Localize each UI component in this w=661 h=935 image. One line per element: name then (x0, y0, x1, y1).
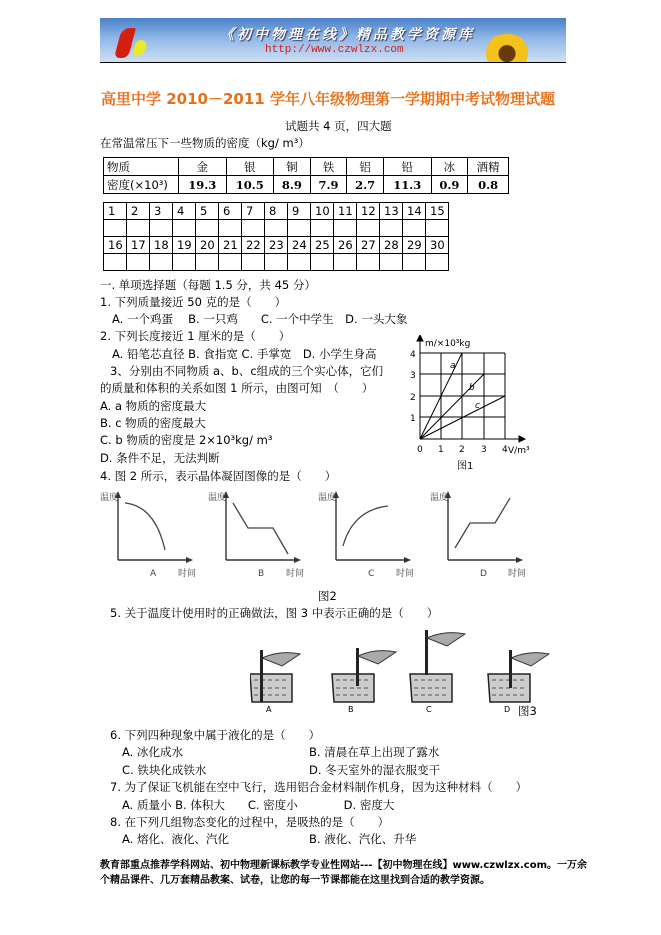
density-table (103, 157, 509, 194)
temperature-time-graph (430, 491, 526, 579)
temperature-time-graph (208, 491, 304, 579)
x-axis-label: 时间 (178, 569, 197, 579)
question-number: 4 (173, 203, 196, 220)
question-number: 11 (334, 203, 357, 220)
answer-cell[interactable] (288, 220, 311, 237)
table-cell: 7.9 (310, 176, 347, 194)
y-axis-label: 温度 (430, 493, 449, 503)
answer-row (104, 220, 449, 237)
answer-cell[interactable] (104, 254, 127, 271)
option-a: A. 冰化成水 (122, 745, 183, 759)
table-header: 铜 (274, 158, 311, 176)
y-axis-label: 温度 (208, 493, 227, 503)
table-header: 物质 (104, 158, 179, 176)
option-label: A (266, 705, 272, 714)
option-label: B (348, 705, 354, 714)
question-number: 5 (196, 203, 219, 220)
option-label: A (150, 569, 157, 579)
x-tick: 0 (417, 445, 423, 455)
y-tick: 2 (410, 393, 416, 403)
figure-3-caption: 图3 (518, 704, 537, 718)
option-d: D. 冬天室外的湿衣服变干 (309, 763, 441, 777)
y-tick: 1 (410, 414, 416, 424)
option-label: C (426, 705, 432, 714)
answer-cell[interactable] (150, 254, 173, 271)
answer-cell[interactable] (403, 254, 426, 271)
line-label: b (469, 383, 475, 393)
answer-cell[interactable] (104, 220, 127, 237)
question-1: 1. 下列质量接近 50 克的是（ ） (100, 295, 287, 309)
table-cell: 2.7 (347, 176, 384, 194)
table-header: 冰 (431, 158, 468, 176)
figure-1-graph (405, 335, 535, 475)
table-cell: 11.3 (384, 176, 432, 194)
answer-cell[interactable] (334, 254, 357, 271)
x-tick: 2 (459, 445, 465, 455)
question-2-options: A. 铅笔芯直径 B. 食指宽 C. 手掌宽 D. 小学生身高 (112, 347, 377, 361)
question-3-cont: 的质量和体积的关系如图 1 所示，由图可知 （ ） (100, 381, 374, 395)
table-row (104, 203, 449, 220)
table-header: 金 (179, 158, 227, 176)
question-number: 2 (127, 203, 150, 220)
option-label: D (480, 569, 487, 579)
answer-cell[interactable] (127, 254, 150, 271)
option-label: D (504, 705, 511, 714)
option-a: A. 熔化、液化、汽化 (122, 832, 229, 846)
question-number: 7 (242, 203, 265, 220)
x-axis-label: 时间 (286, 569, 305, 579)
question-number: 10 (311, 203, 334, 220)
question-2: 2. 下列长度接近 1 厘米的是（ ） (100, 329, 291, 343)
x-axis-label: 时间 (396, 569, 415, 579)
question-number: 6 (219, 203, 242, 220)
option-a: A. a 物质的密度最大 (100, 399, 207, 413)
answer-cell[interactable] (311, 254, 334, 271)
answer-cell[interactable] (265, 220, 288, 237)
option-b: B. 液化、汽化、升华 (309, 832, 417, 846)
answer-cell[interactable] (265, 254, 288, 271)
x-tick: 3 (481, 445, 487, 455)
table-row (104, 158, 509, 176)
y-tick: 3 (410, 371, 416, 381)
curve (125, 503, 165, 550)
x-tick: 1 (438, 445, 444, 455)
question-6: 6. 下列四种现象中属于液化的是（ ） (110, 728, 321, 742)
line-label: c (475, 401, 480, 411)
table-cell: 0.9 (431, 176, 468, 194)
question-number: 13 (380, 203, 403, 220)
answer-cell[interactable] (242, 220, 265, 237)
question-number: 23 (265, 237, 288, 254)
question-number: 15 (426, 203, 449, 220)
footer-note: 教育部重点推荐学科网站、初中物理新课标教学专业性网站---【初中物理在线】www.czwlzx.com。一万余个精品课件、几万套精品教案、试卷，让您的每一节课都能在这里找到合适的教学资源。 (100, 860, 588, 886)
table-header: 铁 (310, 158, 347, 176)
question-1-options: A. 一个鸡蛋 B. 一只鸡 C. 一个中学生 D. 一头大象 (112, 312, 408, 326)
answer-cell[interactable] (219, 220, 242, 237)
question-number: 21 (219, 237, 242, 254)
row-label: 密度(×10³) (104, 176, 179, 194)
figure-3-thermometers (250, 630, 550, 720)
question-number: 1 (104, 203, 127, 220)
answer-cell[interactable] (380, 220, 403, 237)
density-caption: 在常温常压下一些物质的密度（kg/ m³） (100, 136, 310, 150)
answer-cell[interactable] (357, 254, 380, 271)
sunflower-image (485, 34, 529, 62)
figure-caption: 图1 (457, 461, 474, 472)
answer-cell[interactable] (311, 220, 334, 237)
logo-icon-accent (131, 40, 149, 56)
y-tick: 4 (410, 350, 416, 360)
question-number: 26 (334, 237, 357, 254)
table-cell: 10.5 (226, 176, 274, 194)
table-row (104, 176, 509, 194)
figure-2-graphs (100, 488, 540, 583)
x-axis-label: V/m³ (508, 446, 530, 456)
table-header: 铝 (347, 158, 384, 176)
answer-cell[interactable] (426, 254, 449, 271)
answer-cell[interactable] (380, 254, 403, 271)
option-c: C. b 物质的密度是 2×10³kg/ m³ (100, 433, 273, 447)
y-axis-label: 温度 (318, 493, 337, 503)
question-number: 24 (288, 237, 311, 254)
question-number: 16 (104, 237, 127, 254)
question-number: 3 (150, 203, 173, 220)
page-title: 高里中学 2010－2011 学年八年级物理第一学期期中考试物理试题 (101, 90, 555, 108)
question-3: 3、分别由不同物质 a、b、c组成的三个实心体，它们 (110, 364, 384, 378)
answer-cell[interactable] (357, 220, 380, 237)
question-7: 7. 为了保证飞机能在空中飞行，选用铝合金材料制作机身，因为这种材料（ ） (110, 780, 528, 794)
question-8: 8. 在下列几组物态变化的过程中，是吸热的是（ ） (110, 815, 390, 829)
question-number: 27 (357, 237, 380, 254)
question-number: 20 (196, 237, 219, 254)
answer-cell[interactable] (127, 220, 150, 237)
option-b: B. c 物质的密度最大 (100, 416, 206, 430)
curve (455, 498, 510, 548)
question-number: 29 (403, 237, 426, 254)
question-number: 12 (357, 203, 380, 220)
question-number: 22 (242, 237, 265, 254)
answer-cell[interactable] (403, 220, 426, 237)
temperature-time-graph (100, 491, 196, 579)
answer-cell[interactable] (150, 220, 173, 237)
option-b: B. 清晨在草上出现了露水 (309, 745, 440, 759)
y-axis-label: 温度 (100, 493, 119, 503)
answer-cell[interactable] (334, 220, 357, 237)
table-cell: 8.9 (274, 176, 311, 194)
question-5: 5. 关于温度计使用时的正确做法，图 3 中表示正确的是（ ） (110, 606, 439, 620)
table-row (104, 237, 449, 254)
line-label: a (450, 361, 456, 371)
thermometer-beaker (250, 650, 300, 714)
section-heading: 一. 单项选择题（每题 1.5 分，共 45 分） (100, 278, 316, 292)
option-c: C. 铁块化成铁水 (122, 763, 207, 777)
answer-row (104, 254, 449, 271)
answer-cell[interactable] (173, 254, 196, 271)
question-number: 14 (403, 203, 426, 220)
table-header: 铅 (384, 158, 432, 176)
question-7-options: A. 质量小 B. 体积大 C. 密度小 D. 密度大 (122, 798, 395, 812)
x-axis-label: 时间 (508, 569, 527, 579)
temperature-time-graph (318, 491, 414, 579)
banner-title: 《初中物理在线》精品教学资源库 (220, 27, 475, 43)
answer-grid (103, 202, 449, 271)
y-axis-label: m/×10³kg (425, 339, 471, 349)
thermometer-beaker (410, 630, 465, 714)
curve (233, 503, 288, 554)
question-number: 8 (265, 203, 288, 220)
answer-cell[interactable] (219, 254, 242, 271)
figure-2-caption: 图2 (318, 589, 337, 603)
answer-cell[interactable] (196, 254, 219, 271)
thermometer-beaker (332, 648, 396, 714)
question-number: 18 (150, 237, 173, 254)
question-number: 17 (127, 237, 150, 254)
table-cell: 19.3 (179, 176, 227, 194)
question-number: 28 (380, 237, 403, 254)
question-number: 9 (288, 203, 311, 220)
answer-cell[interactable] (173, 220, 196, 237)
option-label: C (368, 569, 375, 579)
curve (343, 506, 388, 546)
table-cell: 0.8 (468, 176, 509, 194)
answer-cell[interactable] (288, 254, 311, 271)
option-d: D. 条件不足，无法判断 (100, 451, 220, 465)
question-number: 19 (173, 237, 196, 254)
answer-cell[interactable] (426, 220, 449, 237)
subtitle: 试题共 4 页，四大题 (285, 119, 392, 133)
table-header: 酒精 (468, 158, 509, 176)
answer-cell[interactable] (242, 254, 265, 271)
answer-cell[interactable] (196, 220, 219, 237)
site-banner[interactable] (100, 18, 566, 63)
banner-url[interactable]: http://www.czwlzx.com (265, 44, 404, 56)
question-number: 30 (426, 237, 449, 254)
question-number: 25 (311, 237, 334, 254)
option-label: B (258, 569, 265, 579)
question-4: 4. 图 2 所示，表示晶体凝固图像的是（ ） (100, 469, 337, 483)
table-header: 银 (226, 158, 274, 176)
x-tick: 4 (502, 445, 508, 455)
